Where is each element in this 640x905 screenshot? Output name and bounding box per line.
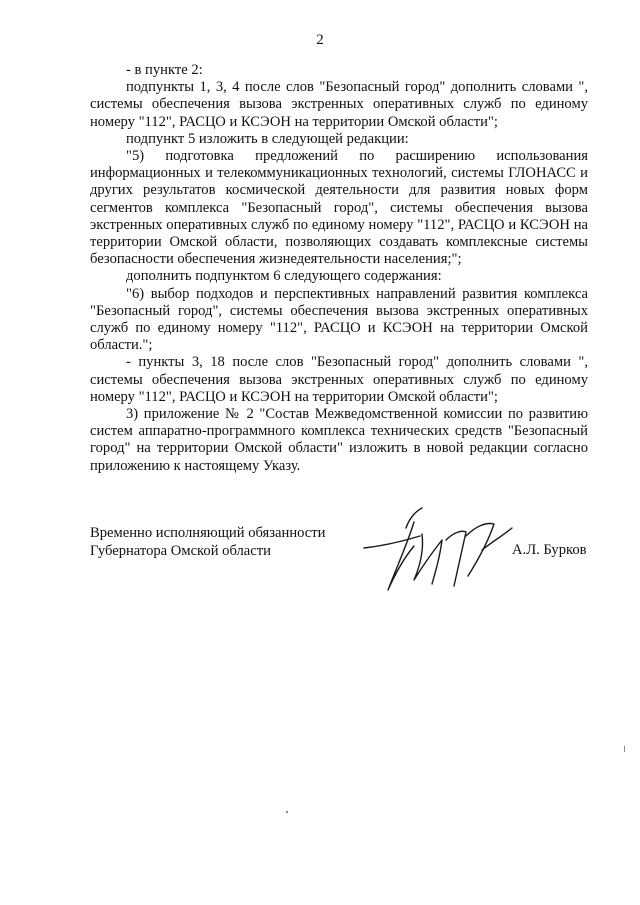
page-number: 2	[316, 32, 324, 48]
paragraph-subitem-6-intro: дополнить подпунктом 6 следующего содержания:	[126, 268, 442, 285]
scan-speck	[286, 811, 288, 813]
signatory-position-line1: Временно исполняющий обязанности	[90, 525, 326, 541]
paragraph-appendix-2: 3) приложение № 2 "Состав Межведомственной комиссии по развитию систем аппаратно-программного комплекса технических средств "Безопасный город" на территории Омской области" изложить в новой редакции согласно приложению к настоящему Указу.	[90, 406, 588, 474]
paragraph-subitems-1-3-4: подпункты 1, 3, 4 после слов "Безопасный город" дополнить словами ", системы обеспечения вызова экстренных оперативных служб по единому номеру "112", РАСЦО и КСЭОН на территории Омской области";	[90, 79, 588, 130]
signatory-position-line2: Губернатора Омской области	[90, 543, 271, 559]
scan-speck	[624, 746, 625, 752]
paragraph-subitem-5-intro: подпункт 5 изложить в следующей редакции:	[126, 130, 409, 147]
paragraph-items-3-18: - пункты 3, 18 после слов "Безопасный город" дополнить словами ", системы обеспечения вызова экстренных оперативных служб по единому номеру "112", РАСЦО и КСЭОН на территории Омской области";	[90, 354, 588, 405]
paragraph-item-2-header: - в пункте 2:	[126, 62, 203, 78]
paragraph-subitem-6-text: "6) выбор подходов и перспективных направлений развития комплекса "Безопасный город", системы обеспечения вызова экстренных оперативных служб по единому номеру "112", РАСЦО и КСЭОН на территории Омской области.";	[90, 285, 588, 354]
handwritten-signature	[362, 506, 522, 594]
signatory-position	[90, 524, 325, 560]
signatory-name: А.Л. Бурков	[512, 542, 587, 558]
document-body	[90, 62, 588, 475]
paragraph-subitem-5-text: "5) подготовка предложений по расширению использования информационных и телекоммуникационных технологий, системы ГЛОНАСС и других результатов космической деятельности для развития новых форм сегментов комплекса "Безопасный город", системы обеспечения вызова экстренных оперативных служб по единому номеру "112", РАСЦО и КСЭОН на территории Омской области, позволяющих создавать комплексные системы безопасности обеспечения жизнедеятельности населения;";	[90, 148, 588, 268]
